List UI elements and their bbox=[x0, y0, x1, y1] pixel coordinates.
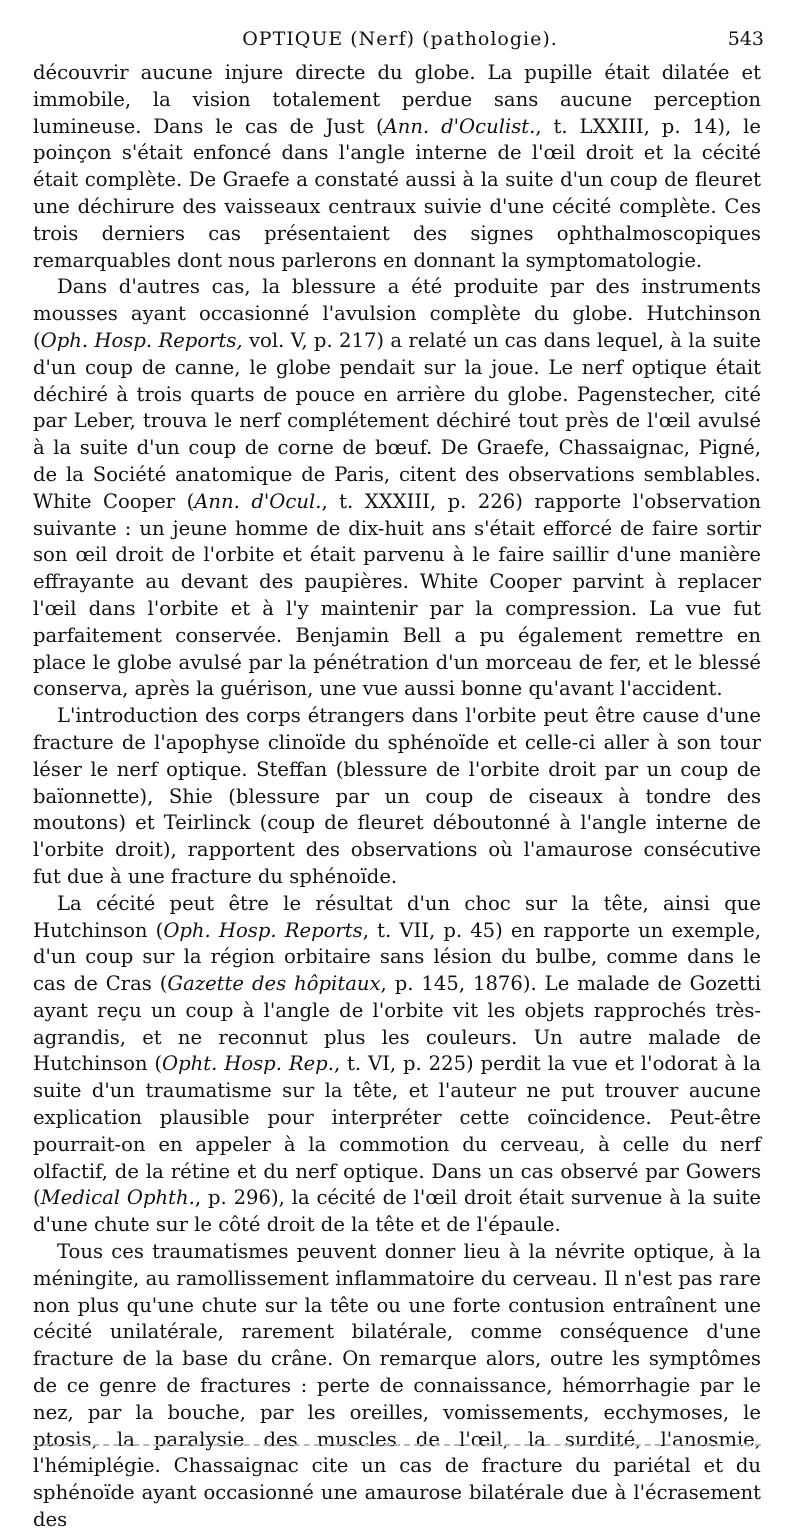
text-run: L'introduction des corps étrangers dans l'orbite peut être cause d'une fracture de l'apophyse clinoïde du sphénoïde et celle-ci aller à son tour léser le nerf optique. Steffan (blessure de l'orbite droit par un coup de baïonnette), Shie (blessure par un coup de ciseaux à tondre des moutons) et Teirlinck (coup de fleuret déboutonné à l'angle interne de l'orbite droit), rapportent des observations où l'amaurose consécutive fut due à une fracture du sphénoïde. bbox=[33, 704, 761, 888]
text-run: , t. XXXIII, p. 226) rapporte l'observation suivante : un jeune homme de dix-huit ans s'était efforcé de faire sortir son œil droit de l'orbite et était parvenu à le faire saillir d'une manière effrayante au devant des paupières. White Cooper parvint à replacer l'œil dans l'orbite et à l'y maintenir par la compression. La vue fut parfaitement conservée. Benjamin Bell a pu également remettre en place le globe avulsé par la pénétration d'un morceau de fer, et le blessé conserva, après la guérison, une vue aussi bonne qu'avant l'accident. bbox=[33, 489, 761, 701]
footer-rule bbox=[33, 1444, 761, 1446]
text-run: , p. 145, 1876). Le malade de Gozetti ayant reçu un coup à l'angle de l'orbite vit les objets rapprochés très-agrandis, et ne reconnut plus les couleurs. Un autre malade de Hutchinson ( bbox=[33, 972, 761, 1076]
text-run: , t. LXXIII, p. 14), le poinçon s'était enfoncé dans l'angle interne de l'œil droit et la cécité était complète. De Graefe a constaté aussi à la suite d'un coup de fleuret une déchirure des vaisseaux centraux suivie d'une cécité complète. Ces trois derniers cas présentaient des signes ophthalmoscopiques remarquables dont nous parlerons en donnant la symptomatologie. bbox=[33, 114, 762, 272]
running-title: OPTIQUE (Nerf) (pathologie). bbox=[242, 28, 558, 50]
citation-title: Ann. d'Oculist. bbox=[383, 114, 536, 138]
body-text bbox=[33, 60, 761, 1534]
page-header bbox=[0, 22, 800, 58]
citation-title: Gazette des hôpitaux bbox=[167, 972, 381, 996]
citation-title: Opht. Hosp. Rep. bbox=[162, 1052, 334, 1076]
paragraph-5 bbox=[33, 1239, 761, 1534]
paragraph-1 bbox=[33, 60, 761, 274]
text-run: Dans d'autres cas, la blessure a été produite par des instruments mousses ayant occasionné l'avulsion complète du globe. Hutchinson ( bbox=[33, 275, 761, 352]
text-run: vol. V, p. 217) a relaté un cas dans lequel, à la suite d'un coup de canne, le globe pendait sur la joue. Le nerf optique était déchiré à trois quarts de pouce en arrière du globe. Pagenstecher, cité par Leber, trouva le nerf complétement déchiré tout près de l'œil avulsé à la suite d'un coup de corne de bœuf. De Graefe, Chassaignac, Pigné, de la Société anatomique de Paris, citent des observations semblables. White Cooper ( bbox=[33, 328, 761, 513]
text-run: Tous ces traumatismes peuvent donner lieu à la névrite optique, à la méningite, au ramollissement inflammatoire du cerveau. Il n'est pas rare non plus qu'une chute sur la tête ou une forte contusion entraînent une cécité unilatérale, rarement bilatérale, comme conséquence d'une fracture de la base du crâne. On remarque alors, outre les symptômes de ce genre de fractures : perte de connaissance, hémorrhagie par le nez, par la bouche, par les oreilles, vomissements, ecchymoses, le ptosis, la paralysie des muscles de l'œil, la surdité, l'anosmie, l'hémiplégie. Chassaignac cite un cas de fracture du pariétal et du sphénoïde ayant occasionné une amaurose bilatérale due à l'écrasement des bbox=[33, 1240, 761, 1532]
text-run: La cécité peut être le résultat d'un choc sur la tête, ainsi que Hutchinson ( bbox=[33, 891, 761, 942]
page-number: 543 bbox=[727, 28, 764, 50]
paragraph-2 bbox=[33, 274, 761, 703]
citation-title: Oph. Hosp. Reports bbox=[163, 918, 363, 942]
citation-title: Medical Ophth. bbox=[40, 1186, 195, 1210]
text-run: , t. VI, p. 225) perdit la vue et l'odorat à la suite d'un traumatisme sur la tête, et l'auteur ne put trouver aucune explication plausible pour interpréter cette coïncidence. Peut-être pourrait-on en appeler à la commotion du cerveau, à celle du nerf olfactif, de la rétine et du nerf optique. Dans un cas observé par Gowers ( bbox=[33, 1052, 761, 1210]
citation-title: Oph. Hosp. Reports, bbox=[40, 328, 243, 352]
paragraph-3 bbox=[33, 703, 761, 891]
text-run: découvrir aucune injure directe du globe. La pupille était dilatée et immobile, la vision totalement perdue sans aucune perception lumineuse. Dans le cas de Just ( bbox=[33, 61, 761, 138]
text-run: , t. VII, p. 45) en rapporte un exemple, d'un coup sur la région orbitaire sans lésion du bulbe, comme dans le cas de Cras ( bbox=[33, 918, 761, 996]
paragraph-4 bbox=[33, 891, 761, 1239]
text-run: , p. 296), la cécité de l'œil droit était survenue à la suite d'une chute sur le côté droit de la tête et de l'épaule. bbox=[33, 1186, 761, 1237]
citation-title: Ann. d'Ocul. bbox=[194, 489, 322, 513]
